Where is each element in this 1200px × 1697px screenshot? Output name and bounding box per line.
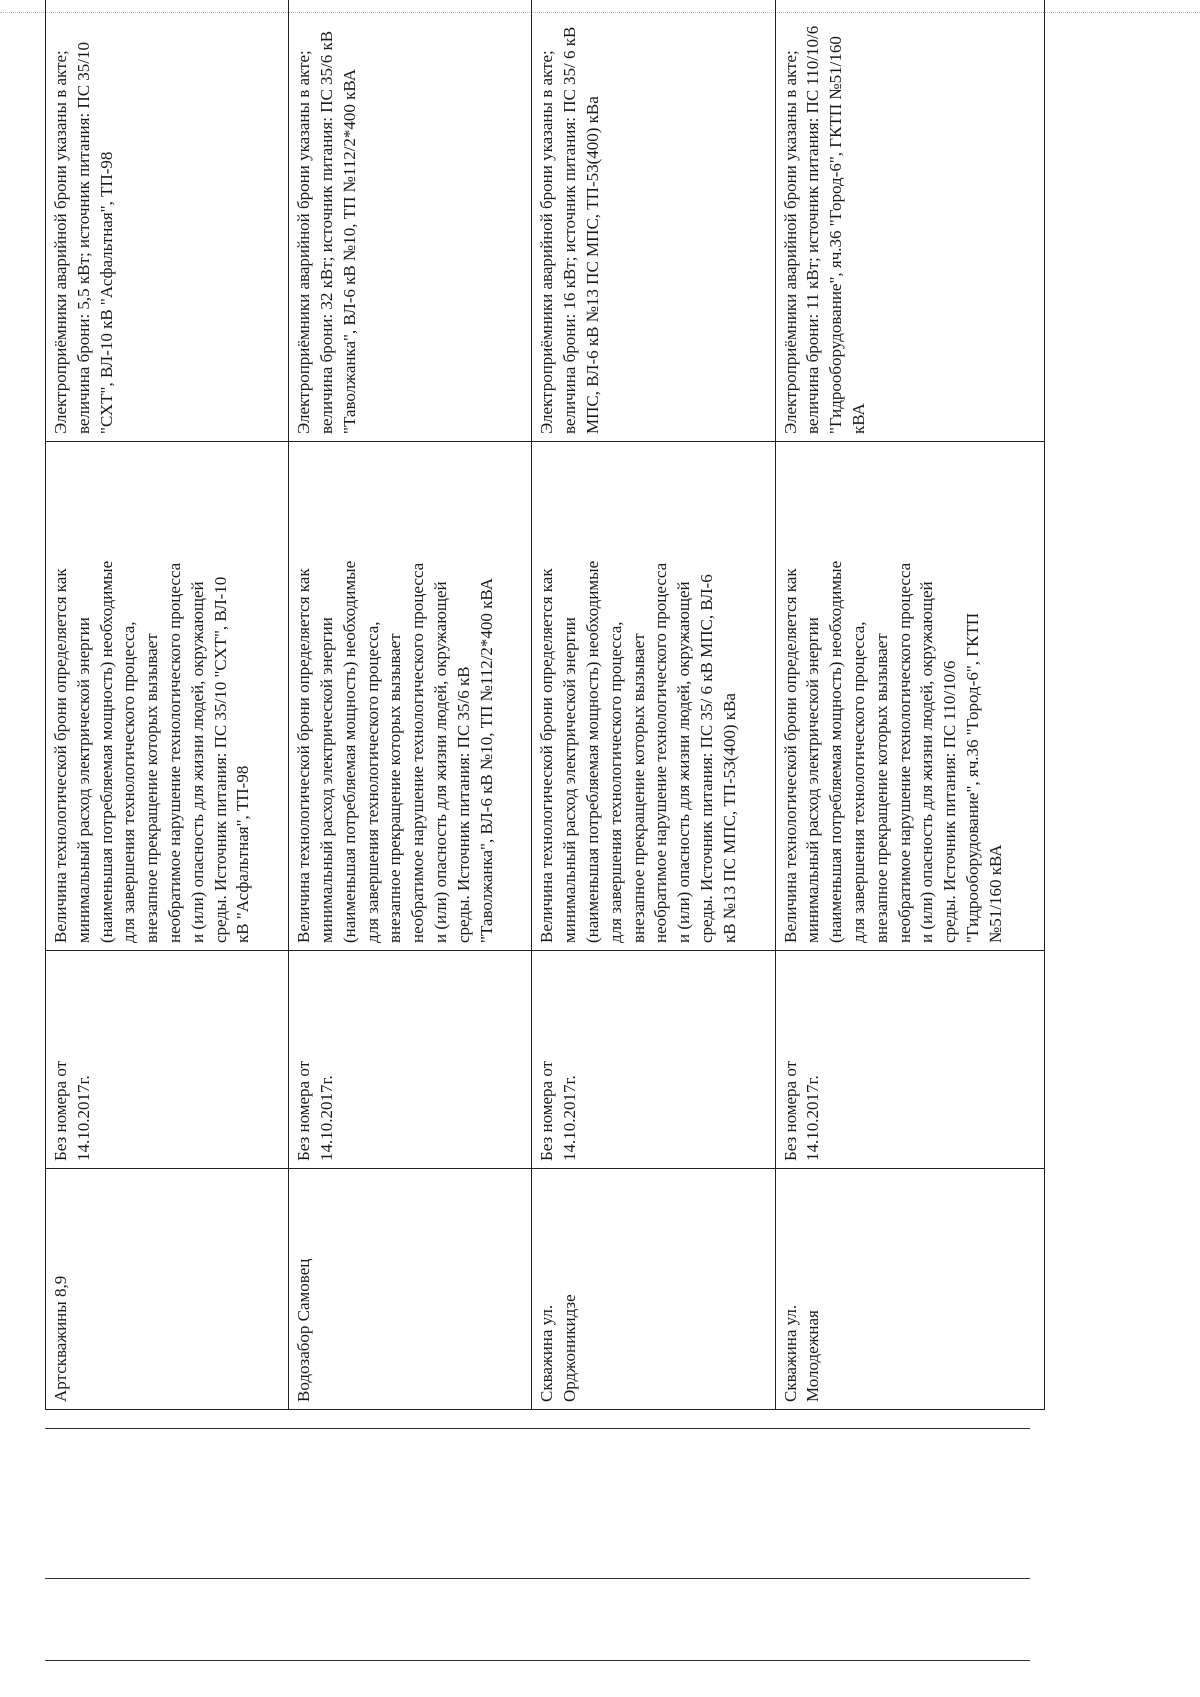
cell-text-line: минимальный расход электрической энергии xyxy=(560,617,580,943)
cell-text-line: (наименьшая потребляемая мощность) необходимые xyxy=(339,560,359,943)
cell-text-line: и (или) опасность для жизни людей, окружающей xyxy=(674,581,694,943)
cell-text-line: Электроприёмники аварийной брони указаны в акте; xyxy=(537,50,557,434)
cell-text-line: для завершения технологического процесса, xyxy=(849,621,868,943)
cell-text-line: 14.10.2017г. xyxy=(317,1075,336,1161)
cell-text-line: Без номера от xyxy=(780,1060,800,1161)
cell-text-line: среды. Источник питания: ПС 35/10 "СХТ", ВЛ-10 xyxy=(210,576,230,943)
object-cell xyxy=(775,1169,1044,1410)
cell-text-line: 14.10.2017г. xyxy=(803,1075,823,1161)
cell-text-line: (наименьшая потребляемая мощность) необходимые xyxy=(583,560,602,943)
cell-text-line: кВ №13 ПС МПС, ТП-53(400) кВа xyxy=(719,693,739,943)
cell-text-line: среды. Источник питания: ПС 35/ 6 кВ МПС, ВЛ-6 xyxy=(696,574,716,943)
tech-reservation-cell xyxy=(775,442,1044,951)
cell-text-line: МПС, ВЛ-6 кВ №13 ПС МПС, ТП-53(400) кВа xyxy=(583,96,602,434)
rotated-table-container xyxy=(45,25,1045,1410)
cell-text-line: Орджоникидзе xyxy=(560,1294,580,1402)
table-row xyxy=(46,0,289,1410)
cell-text-line: Электроприёмники аварийной брони указаны в акте; xyxy=(51,50,70,434)
cell-text-line: Величина технологической брони определяется как xyxy=(51,568,70,943)
cell-text-line: необратимое нарушение технологического процесса xyxy=(164,562,184,943)
emergency-reservation-cell xyxy=(289,0,532,442)
cell-text-line: величина брони: 32 кВт; источник питания: ПС 35/6 кВ xyxy=(317,30,336,434)
tech-reservation-cell xyxy=(289,442,532,951)
emergency-reservation-cell xyxy=(46,0,289,442)
cell-text-line: 14.10.2017г. xyxy=(560,1075,580,1161)
act-cell xyxy=(775,951,1044,1169)
cell-text-line: и (или) опасность для жизни людей, окружающей xyxy=(430,581,450,943)
cell-text-line: "Гидрооборудование", яч.36 "Город-6", ГКТП xyxy=(962,612,982,943)
cell-text-line: внезапное прекращение которых вызывает xyxy=(142,633,162,943)
cell-text-line: величина брони: 5,5 кВт; источник питания: ПС 35/10 xyxy=(73,41,93,434)
cell-text-line: "Гидрооборудование", яч.36 "Город-6", ГКТП №51/160 xyxy=(826,36,846,434)
object-cell xyxy=(46,1169,289,1410)
reservation-table xyxy=(45,0,1045,1410)
separator-line xyxy=(45,1428,1030,1429)
object-cell xyxy=(532,1169,775,1410)
cell-text-line: кВ "Асфальтная", ТП-98 xyxy=(233,765,253,943)
emergency-reservation-cell xyxy=(532,0,775,442)
cell-text-line: среды. Источник питания: ПС 35/6 кВ xyxy=(453,666,473,943)
cell-text-line: внезапное прекращение которых вызывает xyxy=(628,633,648,943)
cell-text-line: и (или) опасность для жизни людей, окружающей xyxy=(187,581,207,943)
cell-text-line: Водозабор Самовец xyxy=(294,1258,314,1402)
emergency-reservation-cell xyxy=(775,0,1044,442)
cell-text-line: Электроприёмники аварийной брони указаны в акте; xyxy=(294,50,314,434)
cell-text-line: №51/160 кВА xyxy=(985,844,1005,943)
cell-text-line: "Таволжанка", ВЛ-6 кВ №10, ТП №112/2*400 кВА xyxy=(476,578,496,943)
act-cell xyxy=(289,951,532,1169)
cell-text-line: Величина технологической брони определяется как xyxy=(780,568,800,943)
cell-text-line: Без номера от xyxy=(537,1060,557,1161)
cell-text-line: и (или) опасность для жизни людей, окружающей xyxy=(917,581,937,943)
tech-reservation-cell xyxy=(46,442,289,951)
cell-text-line: необратимое нарушение технологического процесса xyxy=(651,562,671,943)
tech-reservation-cell xyxy=(532,442,775,951)
cell-text-line: кВА xyxy=(849,403,868,434)
cell-text-line: минимальный расход электрической энергии xyxy=(73,617,93,943)
separator-line xyxy=(45,1578,1030,1579)
cell-text-line: "Таволжанка", ВЛ-6 кВ №10, ТП №112/2*400 кВА xyxy=(339,69,359,434)
cell-text-line: внезапное прекращение которых вызывает xyxy=(385,633,405,943)
cell-text-line: для завершения технологического процесса, xyxy=(362,621,382,943)
cell-text-line: внезапное прекращение которых вызывает xyxy=(871,633,891,943)
cell-text-line: необратимое нарушение технологического процесса xyxy=(408,562,428,943)
cell-text-line: Величина технологической брони определяется как xyxy=(537,568,557,943)
cell-text-line: "СХТ", ВЛ-10 кВ "Асфальтная", ТП-98 xyxy=(96,151,116,434)
cell-text-line: Молодежная xyxy=(803,1310,823,1402)
cell-text-line: 14.10.2017г. xyxy=(73,1075,93,1161)
cell-text-line: Без номера от xyxy=(294,1060,314,1161)
cell-text-line: минимальный расход электрической энергии xyxy=(317,617,336,943)
cell-text-line: среды. Источник питания: ПС 110/10/6 xyxy=(940,660,960,943)
cell-text-line: Величина технологической брони определяется как xyxy=(294,568,314,943)
cell-text-line: Электроприёмники аварийной брони указаны в акте; xyxy=(780,50,800,434)
cell-text-line: (наименьшая потребляемая мощность) необходимые xyxy=(826,560,846,943)
cell-text-line: Без номера от xyxy=(51,1060,70,1161)
table-row xyxy=(775,0,1044,1410)
table-body xyxy=(46,0,1045,1410)
cell-text-line: минимальный расход электрической энергии xyxy=(803,617,823,943)
table-row xyxy=(532,0,775,1410)
cell-text-line: Скважина ул. xyxy=(537,1304,557,1402)
table-row xyxy=(289,0,532,1410)
cell-text-line: (наименьшая потребляемая мощность) необходимые xyxy=(96,560,116,943)
act-cell xyxy=(46,951,289,1169)
cell-text-line: Артскважины 8,9 xyxy=(51,1275,70,1402)
separator-line xyxy=(45,1660,1030,1661)
cell-text-line: Скважина ул. xyxy=(780,1304,800,1402)
cell-text-line: необратимое нарушение технологического процесса xyxy=(894,562,914,943)
act-cell xyxy=(532,951,775,1169)
object-cell xyxy=(289,1169,532,1410)
cell-text-line: для завершения технологического процесса, xyxy=(605,621,625,943)
cell-text-line: величина брони: 16 кВт; источник питания: ПС 35/ 6 кВ xyxy=(560,26,580,434)
cell-text-line: для завершения технологического процесса, xyxy=(119,621,139,943)
cell-text-line: величина брони: 11 кВт; источник питания: ПС 110/10/6 xyxy=(803,25,823,434)
